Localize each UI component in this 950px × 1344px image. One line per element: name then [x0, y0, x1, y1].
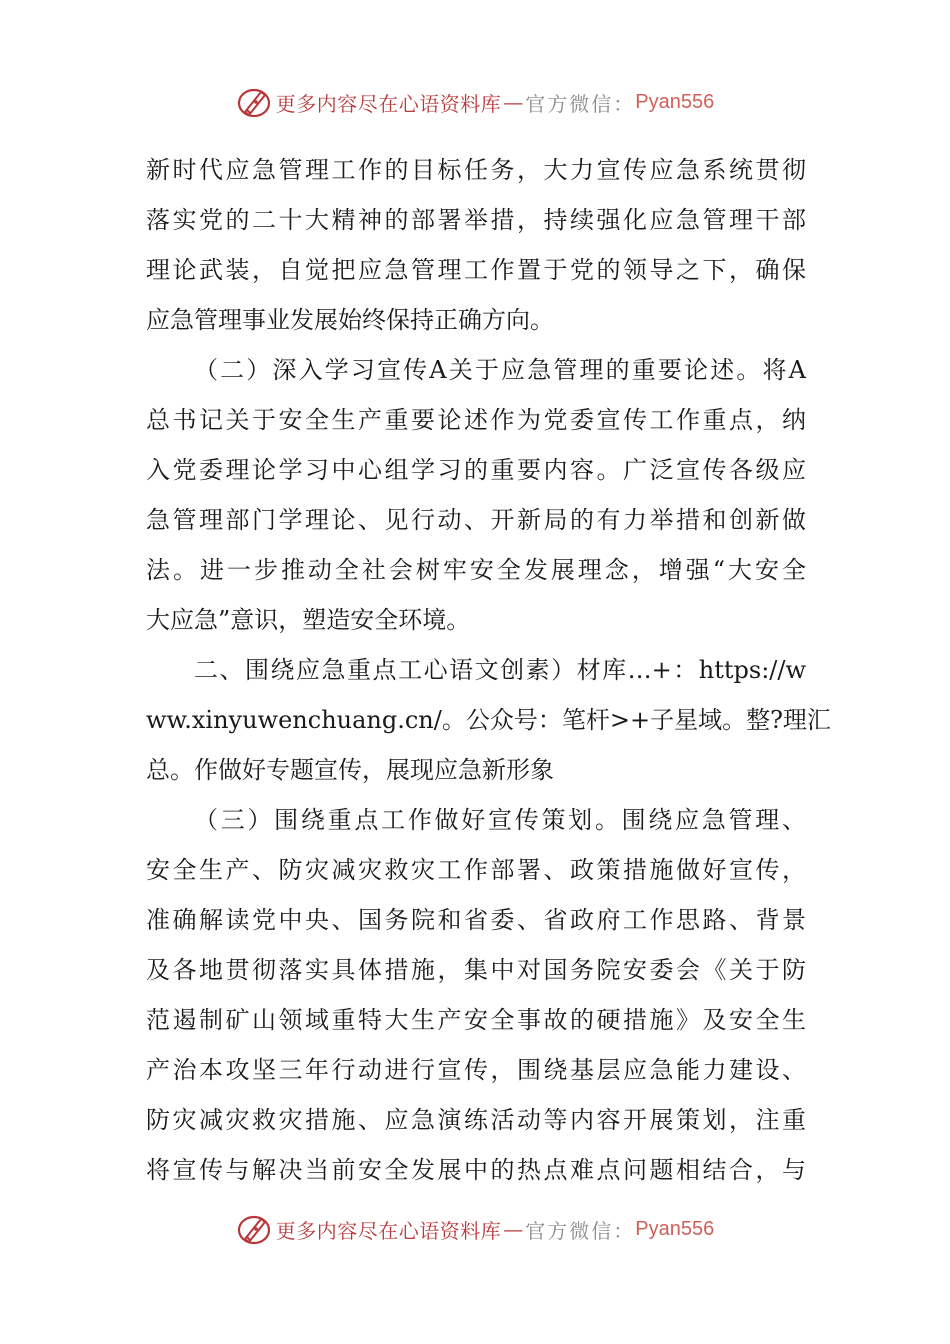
pen-nib-logo-icon	[236, 84, 272, 120]
header-banner	[0, 82, 950, 122]
text-line: （二）深入学习宣传A关于应急管理的重要论述。将A	[194, 356, 806, 384]
text-line: 法。进一步推动全社会树牢安全发展理念，增强“大安全	[146, 556, 806, 584]
text-line: 理论武装，自觉把应急管理工作置于党的领导之下，确保	[146, 256, 806, 284]
banner-dash: —	[503, 1217, 524, 1241]
text-line: 准确解读党中央、国务院和省委、省政府工作思路、背景	[146, 906, 806, 934]
text-line: 及各地贯彻落实具体措施，集中对国务院安委会《关于防	[146, 956, 806, 984]
text-line: （三）围绕重点工作做好宣传策划。围绕应急管理、	[194, 806, 806, 834]
text-line: 应急管理事业发展始终保持正确方向。	[146, 306, 554, 334]
banner-wechat-label: 官方微信：	[525, 91, 636, 116]
footer-banner	[0, 1209, 950, 1249]
document-body	[146, 145, 831, 1195]
text-line: 总。作做好专题宣传，展现应急新形象	[146, 756, 554, 784]
banner-wechat-id: Pyan556	[635, 90, 715, 113]
text-line: 二、围绕应急重点工心语文创素）材库…+：https://w	[194, 656, 806, 684]
text-line: 大应急”意识，塑造安全环境。	[146, 606, 471, 634]
text-line: ww.xinyuwenchuang.cn/。公众号：笔杆>+子星域。整?理汇	[146, 706, 831, 734]
banner-brand-text: 更多内容尽在心语资料库	[275, 91, 502, 116]
text-line: 新时代应急管理工作的目标任务，大力宣传应急系统贯彻	[146, 156, 806, 184]
pen-nib-logo-icon	[236, 1211, 272, 1247]
text-line: 范遏制矿山领域重特大生产安全事故的硬措施》及安全生	[146, 1006, 806, 1034]
text-line: 入党委理论学习中心组学习的重要内容。广泛宣传各级应	[146, 456, 806, 484]
text-line: 安全生产、防灾减灾救灾工作部署、政策措施做好宣传，	[146, 856, 806, 884]
banner-brand-text: 更多内容尽在心语资料库	[275, 1218, 502, 1243]
text-line: 急管理部门学理论、见行动、开新局的有力举措和创新做	[146, 506, 806, 534]
text-line: 防灾减灾救灾措施、应急演练活动等内容开展策划，注重	[146, 1106, 806, 1134]
banner-dash: —	[503, 90, 524, 114]
text-line: 将宣传与解决当前安全发展中的热点难点问题相结合，与	[146, 1156, 806, 1184]
banner-wechat-label: 官方微信：	[525, 1218, 636, 1243]
text-line: 落实党的二十大精神的部署举措，持续强化应急管理干部	[146, 206, 806, 234]
text-line: 总书记关于安全生产重要论述作为党委宣传工作重点，纳	[146, 406, 806, 434]
banner-wechat-id: Pyan556	[635, 1217, 715, 1240]
text-line: 产治本攻坚三年行动进行宣传，围绕基层应急能力建设、	[146, 1056, 806, 1084]
